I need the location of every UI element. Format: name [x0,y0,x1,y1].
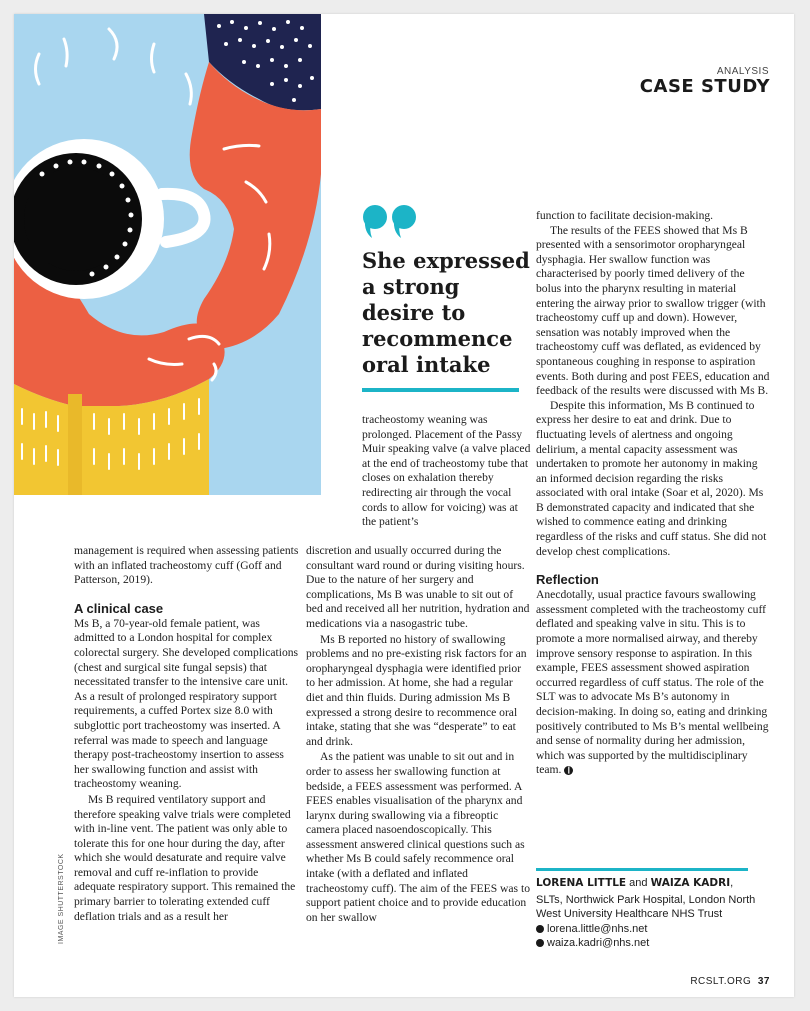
column-2-top [362,413,532,530]
paragraph: function to facilitate decision-making. [536,209,714,222]
email-icon [536,939,544,947]
pull-quote-rule [362,388,519,392]
magazine-page [14,14,794,997]
author-affiliation: SLTs, Northwick Park Hospital, London North West University Healthcare NHS Trust [536,893,756,920]
pull-quote-text: She expressed a strong desire to recommence oral intake [362,248,530,377]
paragraph: discretion and usually occurred during the consultant ward round or during visiting hours. Due to the nature of her surgery and complications, Ms B was unable to sit out of bed and received all her nutrition, hydration and medications via a nasogastric tube. [306,544,530,630]
author-email-2[interactable] [536,936,776,951]
email-2-text[interactable]: waiza.kadri@nhs.net [547,937,650,949]
paragraph: Despite this information, Ms B continued to express her desire to eat and drink. Due to fluctuating levels of alertness and ongoing delirium, a mental capacity assessment was undertaken to promote her autonomy in making an informed decision regarding the risks associated with oral intake (Soar et al, 2020). Ms B demonstrated capacity and indicated that she wished to commence eating and drinking regardless of the risks and cuff status. She did not develop chest complications. [536,398,767,558]
section-label: ANALYSIS [716,66,769,77]
paragraph: The results of the FEES showed that Ms B presented with a sensorimotor oropharyngeal dysphagia. Her swallow function was characterised by poorly timed delivery of the bolus into the pharynx resulting in material entering the airway prior to swallow trigger (with tracheostomy cuff up and down). However, sensation was notably improved when the tracheostomy cuff was deflated, as evidenced by spontaneous coughing in response to aspiration events. Both during and post FEES, education and feedback of the results were discussed with Ms B. [536,223,770,398]
column-2 [306,544,532,925]
author-block: LORENA LITTLE and WAIZA KADRI, SLTs, Northwick Park Hospital, London North West University Healthcare NHS Trust lorena.little@nhs.net waiza.kadri@nhs.net [536,876,776,951]
page-number: 37 [757,976,770,987]
paragraph: Ms B required ventilatory support and therefore speaking valve trials were completed with in-line vent. The patient was only able to tolerate this for one hour during the day, after which she would desaturate and require valve removal and cuff re-inflation to provide adequate respiratory support. This remained the primary barrier to tolerating extended cuff deflation trials and as a result her [74,792,296,923]
email-icon [536,925,544,933]
paragraph: tracheostomy weaning was prolonged. Placement of the Passy Muir speaking valve (a valve placed at the end of tracheostomy tube that closes on exhalation thereby redirecting air through the vocal cords to allow for voicing) was at the patient’s [362,413,531,529]
paragraph [536,588,771,778]
reflection-text: Anecdotally, usual practice favours swallowing assessment completed with the tracheostomy cuff deflated and speaking valve in situ. This is to promote a more normalised airway, and thereby improve sensory response to aspiration. In this example, FEES assessment showed aspiration occurred regardless of cuff status. The role of the SLT was to advocate Ms B’s autonomy in decision-making. In doing so, eating and drinking positively contributed to Ms B’s mental wellbeing and sense of normality during her admission, which was supported by the multidisciplinary team. [536,588,769,777]
paragraph: Ms B, a 70-year-old female patient, was admitted to a London hospital for complex colorectal surgery. She developed complications (chest and surgical site fungal sepsis) that necessitated transfer to the intensive care unit. As a result of prolonged respiratory support requirements, a cuffed Portex size 8.0 with subglottic port tracheostomy was inserted. A referral was made to speech and language therapy post-tracheostomy insertion to assess her swallowing function and assist with tracheostomy weaning. [74,616,299,791]
section-heading-clinical-case: A clinical case [74,600,164,616]
hands-holding-coffee-cup-illustration [14,14,321,495]
author-rule [536,868,748,871]
column-1 [74,544,300,924]
author-joiner: and [629,877,648,889]
paragraph: Ms B reported no history of swallowing problems and no pre-existing risk factors for an oropharyngeal dysphagia were identified prior to her admission. At home, she had a regular diet and thin fluids. During admission Ms B expressed a strong desire to recommence oral intake, stating that she was “desperate” to eat and drink. [306,632,527,748]
author-name-1: LORENA LITTLE [536,877,627,889]
end-mark-icon: ❙ [565,766,572,775]
quote-mark-icon [362,204,532,238]
section-heading-reflection: Reflection [536,572,599,588]
footer-site: RCSLT.ORG [690,976,752,987]
page-footer [614,976,770,987]
column-3 [536,209,771,778]
image-credit: IMAGE SHUTTERSTOCK [58,853,65,944]
author-name-2: WAIZA KADRI [650,877,731,889]
page-title: CASE STUDY [639,76,770,97]
paragraph: As the patient was unable to sit out and in order to assess her swallowing function at bedside, a FEES assessment was performed. A FEES enables visualisation of the pharynx and larynx during swallowing via a fibreoptic camera placed nasoendoscopically. This assessment answered clinical questions such as whether Ms B could safely recommence oral intake (with a deflated and inflated tracheostomy cuff). The aim of the FEES was to support patient choice and to provide education on her swallow [306,750,530,924]
paragraph: management is required when assessing patients with an inflated tracheostomy cuff (Goff and Patterson, 2019). [74,544,299,587]
author-email-1[interactable] [536,922,776,937]
email-1-text[interactable]: lorena.little@nhs.net [547,922,648,935]
